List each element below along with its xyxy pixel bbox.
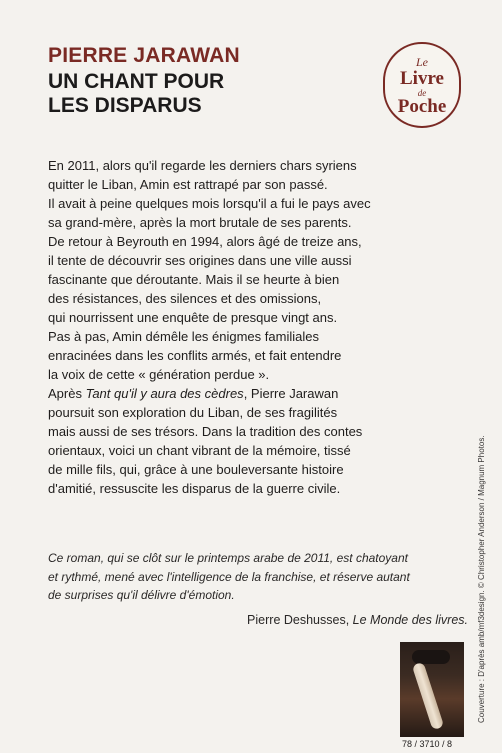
synopsis-line: Il avait à peine quelques mois lorsqu'il a fui le pays avec <box>48 196 371 211</box>
synopsis-line: orientaux, voici un chant vibrant de la mémoire, tissé <box>48 443 351 458</box>
synopsis-line: sa grand-mère, après la mort brutale de ses parents. <box>48 215 352 230</box>
cover-credit: Couverture : D'après amb/mf3design. © Christopher Anderson / Magnum Photos. <box>477 435 486 723</box>
synopsis-line: de mille fils, qui, grâce à une bouleversante histoire <box>48 462 344 477</box>
synopsis-line: qui nourrissent une enquête de presque vingt ans. <box>48 310 338 325</box>
logo-text: de <box>417 88 427 98</box>
book-title-line: UN CHANT POUR <box>48 70 225 93</box>
review-attribution <box>48 611 468 629</box>
synopsis-line-with-title <box>48 384 468 403</box>
review-line: et rythmé, mené avec l'intelligence de la franchise, et réserve autant <box>48 569 410 584</box>
cover-header <box>48 44 348 118</box>
reviewer-name: Pierre Deshusses, <box>247 613 353 627</box>
synopsis-line: De retour à Beyrouth en 1994, alors âgé de treize ans, <box>48 234 362 249</box>
synopsis-line: Pas à pas, Amin démêle les énigmes familiales <box>48 329 319 344</box>
synopsis-line: d'amitié, ressuscite les disparus de la guerre civile. <box>48 481 341 496</box>
synopsis-line: il tente de découvrir ses origines dans une ville aussi <box>48 253 352 268</box>
review-line: de surprises qu'il délivre d'émotion. <box>48 588 235 602</box>
synopsis-line: fascinante que déroutante. Mais il se heurte à bien <box>48 272 340 287</box>
book-title <box>48 70 348 118</box>
synopsis-line: En 2011, alors qu'il regarde les derniers chars syriens <box>48 158 357 173</box>
synopsis <box>48 156 468 498</box>
logo-text: Poche <box>397 96 447 117</box>
review-line: Ce roman, qui se clôt sur le printemps arabe de 2011, est chatoyant <box>48 551 408 565</box>
press-review <box>48 549 468 605</box>
livre-de-poche-logo <box>383 42 461 128</box>
review-source: Le Monde des livres. <box>352 613 468 627</box>
logo-text: Le <box>416 55 428 69</box>
previous-book-title: Tant qu'il y aura des cèdres <box>85 386 244 401</box>
logo-text: Livre <box>400 68 444 89</box>
synopsis-line: quitter le Liban, Amin est rattrapé par son passé. <box>48 177 328 192</box>
catalog-code: 78 / 3710 / 8 <box>402 739 453 749</box>
thumbnail-detail <box>412 662 444 730</box>
synopsis-line: la voix de cette « génération perdue ». <box>48 367 270 382</box>
book-title-line: LES DISPARUS <box>48 94 202 117</box>
synopsis-line: mais aussi de ses trésors. Dans la tradition des contes <box>48 424 363 439</box>
cover-thumbnail-image <box>400 642 464 737</box>
synopsis-line: poursuit son exploration du Liban, de ses fragilités <box>48 405 338 420</box>
synopsis-text: Après <box>48 386 86 401</box>
synopsis-text: , Pierre Jarawan <box>243 386 339 401</box>
synopsis-line: des résistances, des silences et des omissions, <box>48 291 322 306</box>
author-name: PIERRE JARAWAN <box>48 44 240 67</box>
synopsis-line: enracinées dans les conflits armés, et fait entendre <box>48 348 342 363</box>
thumbnail-detail <box>412 650 450 664</box>
